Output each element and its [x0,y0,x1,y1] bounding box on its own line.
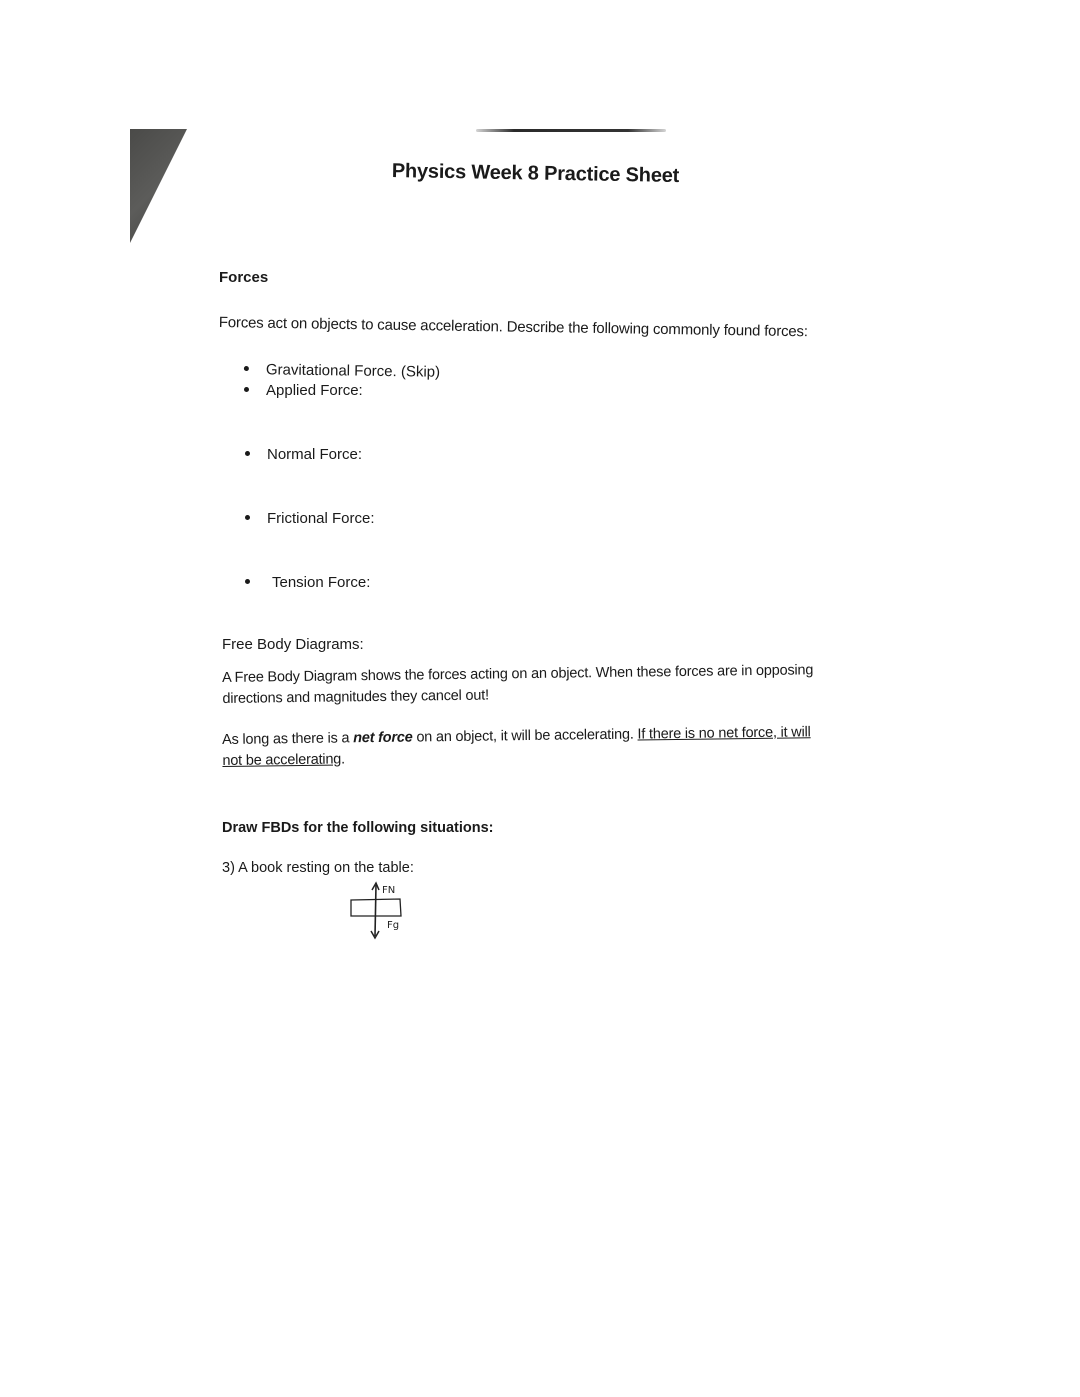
free-body-diagram-sketch [345,878,415,944]
paragraph-line: A Free Body Diagram shows the forces acting on an object. When these forces are in opposing [222,662,814,686]
underlined-text: If there is no net force, it will [637,724,811,743]
scan-corner-shadow [130,129,187,243]
list-item-tension [245,574,370,591]
paragraph-line: directions and magnitudes they cancel out! [222,687,489,707]
text-span: on an object, it will be accelerating. [412,726,638,746]
exercises-heading: Draw FBDs for the following situations: [222,820,494,836]
list-item-label: Applied Force: [266,382,363,399]
bullet-icon [244,366,249,371]
list-item-label: Normal Force: [267,446,363,463]
normal-force-label: FN [382,885,396,896]
list-item-normal [245,446,362,463]
emphasis-net-force: net force [353,729,413,747]
bullet-icon [244,387,249,392]
underlined-text: not be accelerating [222,751,342,769]
forces-heading: Forces [219,269,269,286]
list-item-label: Gravitational Force. (Skip) [265,361,441,381]
gravity-force-label: Fg [387,920,400,931]
list-item-applied [244,382,363,399]
page-title: Physics Week 8 Practice Sheet [391,160,680,188]
fbd-drawing-icon [345,878,415,944]
text-span: . [341,751,346,768]
fbd-heading: Free Body Diagrams: [222,636,364,653]
question-3: 3) A book resting on the table: [222,860,414,876]
list-item-label: Frictional Force: [267,510,375,527]
list-item-label: Tension Force: [272,574,371,591]
bullet-icon [245,579,250,584]
bullet-icon [245,515,250,520]
list-item-gravitational [244,361,440,381]
header-rule [476,129,666,132]
bullet-icon [245,451,250,456]
net-force-paragraph [222,722,811,772]
fbd-definition-paragraph [222,660,814,710]
text-span: As long as there is a [222,730,354,748]
forces-intro: Forces act on objects to cause acceleration. Describe the following commonly found forces: [218,314,808,341]
list-item-frictional [245,510,375,527]
